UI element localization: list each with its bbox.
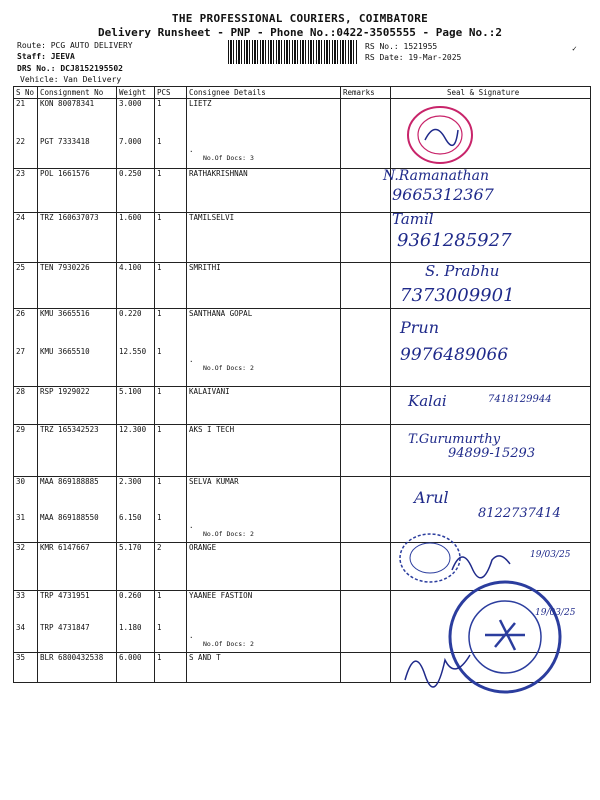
table-row bbox=[14, 99, 591, 137]
col-seal-signature: Seal & Signature bbox=[391, 87, 591, 99]
cell-weight: 0.220 bbox=[117, 309, 155, 347]
col-consignment: Consignment No bbox=[38, 87, 117, 99]
cell-sno: 34 bbox=[14, 623, 38, 653]
cell-weight: 2.300 bbox=[117, 477, 155, 513]
table-row bbox=[14, 591, 591, 623]
cell-pcs: 1 bbox=[155, 169, 187, 213]
consignee-text: . bbox=[189, 630, 194, 640]
table-row bbox=[14, 543, 591, 591]
col-consignee: Consignee Details bbox=[187, 87, 341, 99]
cell-remarks bbox=[341, 513, 391, 543]
cell-pcs: 1 bbox=[155, 347, 187, 387]
cell-consignment-no: TRP 4731847 bbox=[38, 623, 117, 653]
cell-pcs: 1 bbox=[155, 425, 187, 477]
table-row bbox=[14, 309, 591, 347]
cell-seal-signature bbox=[391, 543, 591, 591]
cell-consignment-no: MAA 869188550 bbox=[38, 513, 117, 543]
cell-consignee: KALAIVANI bbox=[187, 387, 341, 425]
runsheet-table bbox=[13, 86, 591, 683]
cell-sno: 35 bbox=[14, 653, 38, 683]
cell-weight: 0.250 bbox=[117, 169, 155, 213]
cell-pcs: 1 bbox=[155, 623, 187, 653]
cell-consignment-no: TRP 4731951 bbox=[38, 591, 117, 623]
cell-pcs: 1 bbox=[155, 591, 187, 623]
cell-seal-signature bbox=[391, 213, 591, 263]
cell-pcs: 1 bbox=[155, 213, 187, 263]
col-pcs: PCS bbox=[155, 87, 187, 99]
cell-consignee: RATHAKRISHNAN bbox=[187, 169, 341, 213]
cell-consignee: AKS I TECH bbox=[187, 425, 341, 477]
sig-row24-phone: 9361285927 bbox=[397, 230, 512, 251]
tick-mark: ✓ bbox=[572, 44, 577, 53]
cell-seal-signature bbox=[391, 99, 591, 137]
cell-weight: 5.100 bbox=[117, 387, 155, 425]
table-row bbox=[14, 387, 591, 425]
cell-weight: 3.000 bbox=[117, 99, 155, 137]
cell-weight: 1.600 bbox=[117, 213, 155, 263]
cell-weight: 1.180 bbox=[117, 623, 155, 653]
cell-remarks bbox=[341, 169, 391, 213]
sig-row30-name: Arul bbox=[414, 488, 449, 507]
cell-sno: 29 bbox=[14, 425, 38, 477]
cell-consignment-no: MAA 869188885 bbox=[38, 477, 117, 513]
cell-sno: 32 bbox=[14, 543, 38, 591]
cell-remarks bbox=[341, 309, 391, 347]
cell-seal-signature bbox=[391, 309, 591, 347]
cell-consignment-no: PGT 7333418 bbox=[38, 137, 117, 169]
cell-seal-signature bbox=[391, 169, 591, 213]
vehicle-text: Vehicle: Van Delivery bbox=[20, 75, 122, 84]
consignee-text: . bbox=[189, 354, 194, 364]
cell-consignee bbox=[187, 513, 341, 543]
cell-seal-signature bbox=[391, 477, 591, 513]
cell-remarks bbox=[341, 591, 391, 623]
sig-row23-name: N.Ramanathan bbox=[383, 168, 490, 184]
cell-seal-signature bbox=[391, 591, 591, 623]
cell-remarks bbox=[341, 99, 391, 137]
table-row bbox=[14, 513, 591, 543]
docs-count: No.Of Docs: 2 bbox=[203, 639, 254, 648]
cell-consignment-no: KMU 3665510 bbox=[38, 347, 117, 387]
sig-row33-date: 19/03/25 bbox=[535, 608, 576, 618]
consignee-text: . bbox=[189, 520, 194, 530]
cell-sno: 28 bbox=[14, 387, 38, 425]
cell-consignee: SELVA KUMAR bbox=[187, 477, 341, 513]
cell-consignee: LIETZ bbox=[187, 99, 341, 137]
cell-consignee: SMRITHI bbox=[187, 263, 341, 309]
table-row bbox=[14, 425, 591, 477]
cell-sno: 23 bbox=[14, 169, 38, 213]
cell-remarks bbox=[341, 623, 391, 653]
cell-seal-signature bbox=[391, 347, 591, 387]
cell-weight: 5.170 bbox=[117, 543, 155, 591]
cell-seal-signature bbox=[391, 263, 591, 309]
cell-consignment-no: BLR 6800432538 bbox=[38, 653, 117, 683]
cell-consignee bbox=[187, 623, 341, 653]
cell-consignment-no: KON 80078341 bbox=[38, 99, 117, 137]
cell-consignment-no: TEN 7930226 bbox=[38, 263, 117, 309]
staff-text: Staff: JEEVA bbox=[17, 52, 75, 61]
cell-weight: 6.150 bbox=[117, 513, 155, 543]
cell-consignment-no: RSP 1929022 bbox=[38, 387, 117, 425]
table-row bbox=[14, 477, 591, 513]
table-row bbox=[14, 653, 591, 683]
route-text: Route: PCG AUTO DELIVERY bbox=[17, 41, 133, 50]
cell-sno: 21 bbox=[14, 99, 38, 137]
cell-sno: 24 bbox=[14, 213, 38, 263]
cell-seal-signature bbox=[391, 513, 591, 543]
cell-pcs: 1 bbox=[155, 387, 187, 425]
docs-count: No.Of Docs: 3 bbox=[203, 153, 254, 162]
cell-pcs: 1 bbox=[155, 137, 187, 169]
cell-sno: 31 bbox=[14, 513, 38, 543]
table-row bbox=[14, 623, 591, 653]
cell-consignee: ORANGE bbox=[187, 543, 341, 591]
cell-pcs: 1 bbox=[155, 309, 187, 347]
rs-date-text: RS Date: 19-Mar-2025 bbox=[365, 53, 462, 62]
cell-sno: 22 bbox=[14, 137, 38, 169]
cell-weight: 4.100 bbox=[117, 263, 155, 309]
cell-pcs: 1 bbox=[155, 99, 187, 137]
cell-pcs: 2 bbox=[155, 543, 187, 591]
col-weight: Weight bbox=[117, 87, 155, 99]
cell-consignment-no: POL 1661576 bbox=[38, 169, 117, 213]
sig-row25-phone: 7373009901 bbox=[400, 285, 515, 306]
cell-consignment-no: TRZ 165342523 bbox=[38, 425, 117, 477]
cell-seal-signature bbox=[391, 425, 591, 477]
cell-remarks bbox=[341, 213, 391, 263]
cell-seal-signature bbox=[391, 653, 591, 683]
sig-row30-phone: 8122737414 bbox=[478, 506, 561, 521]
cell-remarks bbox=[341, 347, 391, 387]
cell-pcs: 1 bbox=[155, 477, 187, 513]
cell-remarks bbox=[341, 477, 391, 513]
col-sno: S No bbox=[14, 87, 38, 99]
cell-remarks bbox=[341, 263, 391, 309]
col-remarks: Remarks bbox=[341, 87, 391, 99]
drs-text: DRS No.: DCJ8152195502 bbox=[17, 64, 123, 73]
sig-row28-phone: 7418129944 bbox=[488, 394, 552, 405]
rs-no-text: RS No.: 1521955 bbox=[365, 42, 438, 51]
cell-consignee bbox=[187, 347, 341, 387]
cell-remarks bbox=[341, 653, 391, 683]
consignee-text: . bbox=[189, 144, 194, 154]
sig-row26-phone: 9976489066 bbox=[400, 345, 509, 365]
cell-remarks bbox=[341, 387, 391, 425]
cell-consignee: SANTHANA GOPAL bbox=[187, 309, 341, 347]
sig-row25-name: S. Prabhu bbox=[425, 262, 500, 280]
cell-seal-signature bbox=[391, 387, 591, 425]
sig-row23-phone: 9665312367 bbox=[392, 185, 494, 204]
sig-row29-phone: 94899-15293 bbox=[448, 446, 536, 461]
cell-consignee: TAMILSELVI bbox=[187, 213, 341, 263]
sig-row32-date: 19/03/25 bbox=[530, 550, 571, 560]
cell-weight: 0.260 bbox=[117, 591, 155, 623]
cell-weight: 12.300 bbox=[117, 425, 155, 477]
runsheet-subtitle: Delivery Runsheet - PNP - Phone No.:0422-3505555 - Page No.:2 bbox=[98, 26, 502, 39]
cell-weight: 7.000 bbox=[117, 137, 155, 169]
sig-row26-name: Prun bbox=[400, 318, 440, 337]
cell-pcs: 1 bbox=[155, 513, 187, 543]
cell-remarks bbox=[341, 543, 391, 591]
sig-row24-name: Tamil bbox=[392, 210, 434, 228]
cell-pcs: 1 bbox=[155, 653, 187, 683]
cell-consignee: YAANEE FASTION bbox=[187, 591, 341, 623]
table-row bbox=[14, 169, 591, 213]
table-row bbox=[14, 137, 591, 169]
cell-remarks bbox=[341, 137, 391, 169]
cell-sno: 26 bbox=[14, 309, 38, 347]
cell-consignee: S AND T bbox=[187, 653, 341, 683]
cell-sno: 27 bbox=[14, 347, 38, 387]
cell-weight: 6.000 bbox=[117, 653, 155, 683]
docs-count: No.Of Docs: 2 bbox=[203, 363, 254, 372]
cell-remarks bbox=[341, 425, 391, 477]
sig-row28-name: Kalai bbox=[408, 392, 447, 410]
cell-weight: 12.550 bbox=[117, 347, 155, 387]
cell-consignment-no: TRZ 160637073 bbox=[38, 213, 117, 263]
table-row bbox=[14, 263, 591, 309]
barcode-image bbox=[228, 40, 358, 64]
cell-sno: 25 bbox=[14, 263, 38, 309]
cell-pcs: 1 bbox=[155, 263, 187, 309]
cell-consignment-no: KMR 6147667 bbox=[38, 543, 117, 591]
cell-sno: 33 bbox=[14, 591, 38, 623]
sig-row29-name: T.Gurumurthy bbox=[408, 432, 501, 447]
cell-seal-signature bbox=[391, 137, 591, 169]
cell-sno: 30 bbox=[14, 477, 38, 513]
table-header-row bbox=[14, 87, 591, 99]
cell-consignment-no: KMU 3665516 bbox=[38, 309, 117, 347]
table-row bbox=[14, 347, 591, 387]
cell-seal-signature bbox=[391, 623, 591, 653]
table-row bbox=[14, 213, 591, 263]
docs-count: No.Of Docs: 2 bbox=[203, 529, 254, 538]
company-title: THE PROFESSIONAL COURIERS, COIMBATORE bbox=[171, 12, 429, 25]
cell-consignee bbox=[187, 137, 341, 169]
